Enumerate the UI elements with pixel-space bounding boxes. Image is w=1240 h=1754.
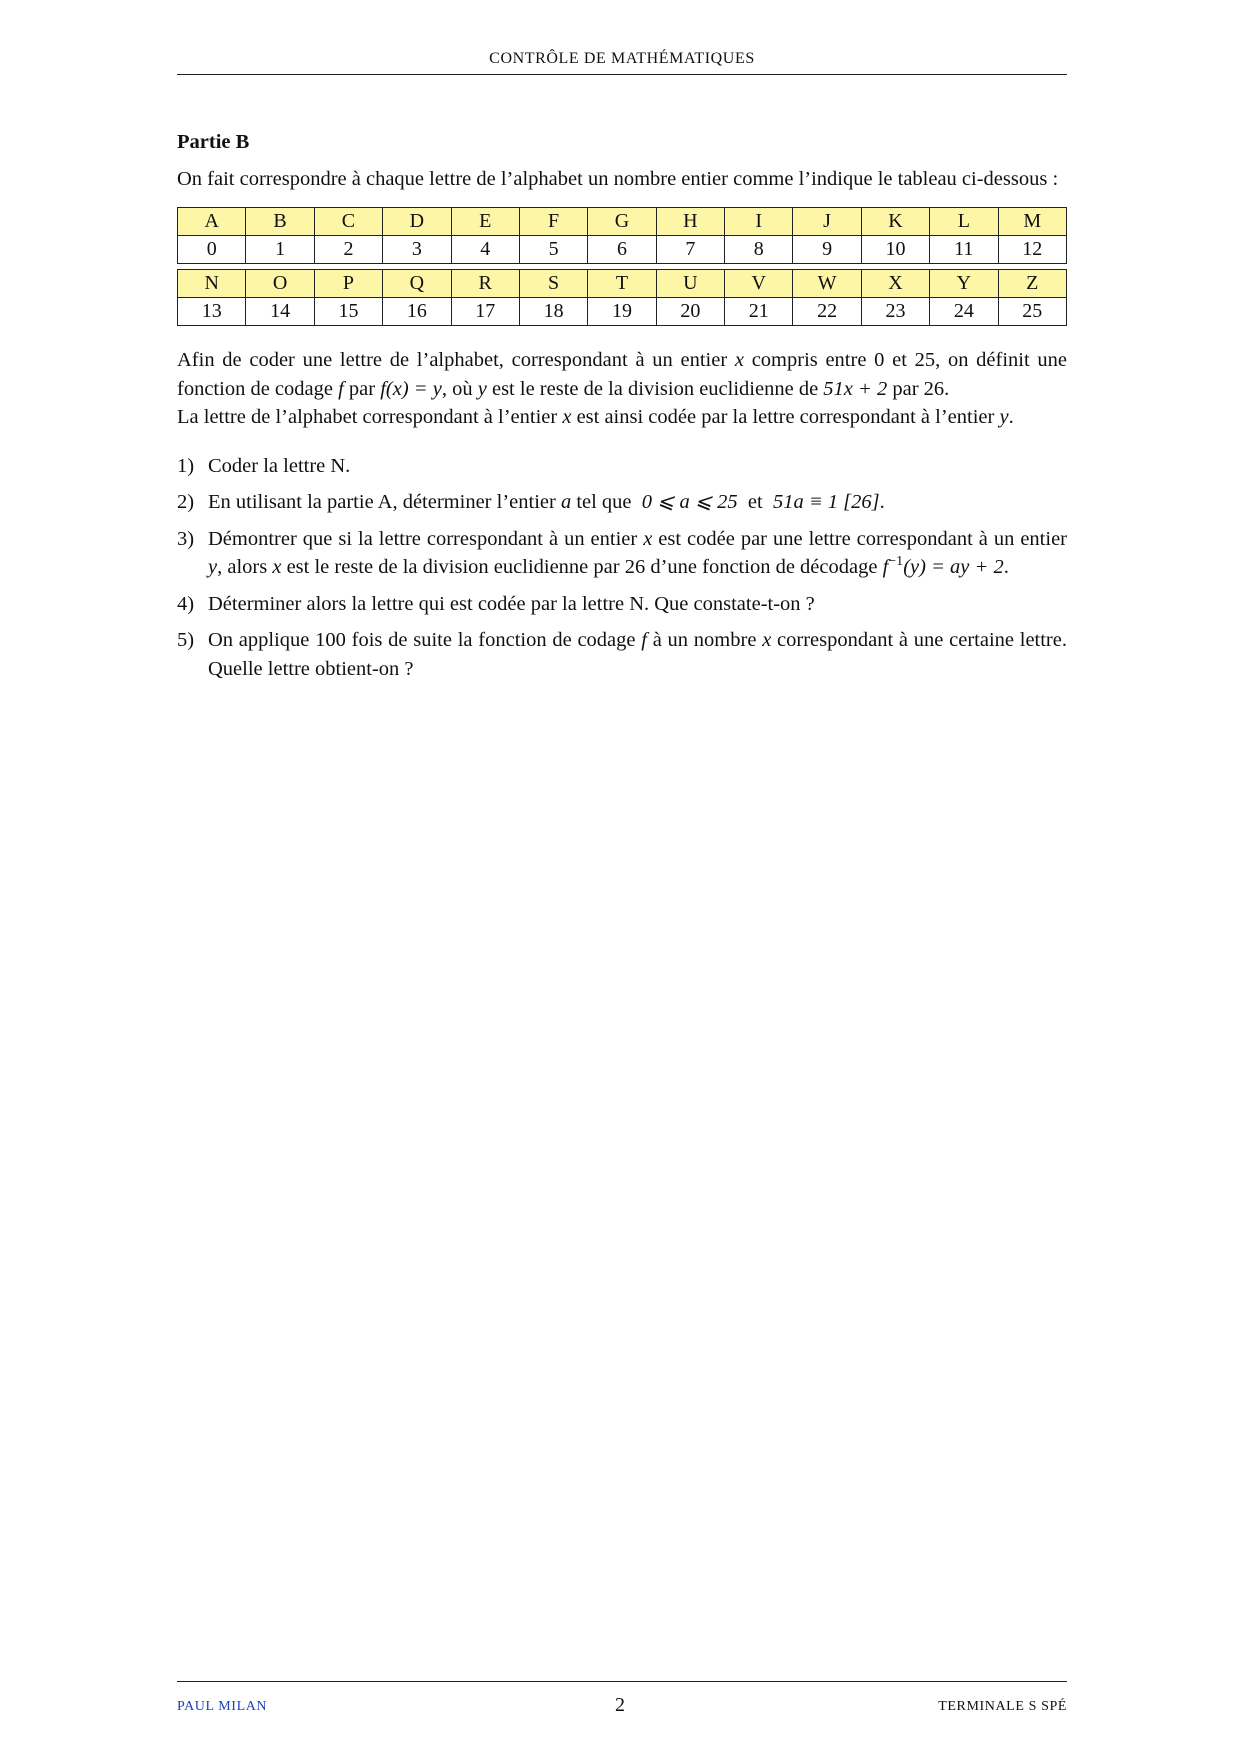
question-1: 1) Coder la lettre N. xyxy=(177,454,351,477)
letter-cell: B xyxy=(246,208,314,236)
footer-rule xyxy=(177,1681,1067,1682)
number-cell: 8 xyxy=(725,236,793,264)
letter-code-table-1 xyxy=(177,207,1067,264)
letter-cell: W xyxy=(793,270,861,298)
numbers-row-2 xyxy=(178,298,1067,326)
number-cell: 7 xyxy=(656,236,724,264)
letter-cell: K xyxy=(861,208,929,236)
number-cell: 15 xyxy=(314,298,382,326)
number-cell: 22 xyxy=(793,298,861,326)
page-number: 2 xyxy=(615,1694,625,1716)
letter-cell: S xyxy=(519,270,587,298)
number-cell: 3 xyxy=(383,236,451,264)
letter-cell: U xyxy=(656,270,724,298)
questions-list xyxy=(177,452,1067,684)
letter-cell: L xyxy=(930,208,998,236)
footer-author: PAUL MILAN xyxy=(177,1699,268,1714)
number-cell: 23 xyxy=(861,298,929,326)
letter-cell: T xyxy=(588,270,656,298)
question-3: 3) Démontrer que si la lettre correspondant à un entier x est codée par une lettre correspondant à un entier y, alors x est le reste de la division euclidienne par 26 d’une fonction de décodage $f^{-1}(y)$ = ay + 2. xyxy=(177,527,1067,578)
letter-cell: V xyxy=(725,270,793,298)
number-cell: 6 xyxy=(588,236,656,264)
number-cell: 1 xyxy=(246,236,314,264)
number-cell: 11 xyxy=(930,236,998,264)
intro-paragraph: On fait correspondre à chaque lettre de l’alphabet un nombre entier comme l’indique le tableau ci-dessous : xyxy=(177,167,1059,190)
number-cell: 0 xyxy=(178,236,246,264)
letter-cell: X xyxy=(861,270,929,298)
number-cell: 20 xyxy=(656,298,724,326)
letter-cell: D xyxy=(383,208,451,236)
number-cell: 17 xyxy=(451,298,519,326)
page-header: CONTRÔLE DE MATHÉMATIQUES xyxy=(489,50,755,67)
number-cell: 14 xyxy=(246,298,314,326)
number-cell: 24 xyxy=(930,298,998,326)
letter-cell: F xyxy=(519,208,587,236)
section-title: Partie B xyxy=(177,131,250,153)
number-cell: 12 xyxy=(998,236,1067,264)
main-content xyxy=(177,128,1067,691)
coding-definition-paragraph: Afin de coder une lettre de l’alphabet, correspondant à un entier x compris entre 0 et 25, on définit une fonction de codage f par f(x) = y, où y est le reste de la division euclidienne de 51x + 2 par 26. xyxy=(177,349,1068,400)
number-cell: 2 xyxy=(314,236,382,264)
letter-cell: M xyxy=(998,208,1067,236)
letter-cell: A xyxy=(178,208,246,236)
letter-cell: H xyxy=(656,208,724,236)
letter-cell: Z xyxy=(998,270,1067,298)
number-cell: 21 xyxy=(725,298,793,326)
letters-row-1 xyxy=(178,208,1067,236)
letters-row-2 xyxy=(178,270,1067,298)
question-4: 4) Déterminer alors la lettre qui est codée par la lettre N. Que constate-t-on ? xyxy=(177,592,815,615)
number-cell: 25 xyxy=(998,298,1067,326)
letter-cell: Q xyxy=(383,270,451,298)
number-cell: 16 xyxy=(383,298,451,326)
number-cell: 9 xyxy=(793,236,861,264)
letter-cell: J xyxy=(793,208,861,236)
number-cell: 19 xyxy=(588,298,656,326)
coding-explanation-paragraph: La lettre de l’alphabet correspondant à l’entier x est ainsi codée par la lettre correspondant à l’entier y. xyxy=(177,406,1014,428)
letter-cell: O xyxy=(246,270,314,298)
question-2: 2) En utilisant la partie A, déterminer l’entier a tel que 0 ⩽ a ⩽ 25 et 51a ≡ 1 [26]. xyxy=(177,491,885,513)
footer-class: TERMINALE S SPÉ xyxy=(938,1699,1067,1714)
letter-cell: Y xyxy=(930,270,998,298)
number-cell: 13 xyxy=(178,298,246,326)
letter-cell: C xyxy=(314,208,382,236)
letter-cell: G xyxy=(588,208,656,236)
letter-cell: R xyxy=(451,270,519,298)
number-cell: 18 xyxy=(519,298,587,326)
letter-cell: N xyxy=(178,270,246,298)
number-cell: 10 xyxy=(861,236,929,264)
letter-cell: I xyxy=(725,208,793,236)
letter-cell: E xyxy=(451,208,519,236)
number-cell: 5 xyxy=(519,236,587,264)
question-5: 5) On applique 100 fois de suite la fonction de codage f à un nombre x correspondant à une certaine lettre. Quelle lettre obtient-on ? xyxy=(177,629,1067,680)
number-cell: 4 xyxy=(451,236,519,264)
letter-cell: P xyxy=(314,270,382,298)
numbers-row-1 xyxy=(178,236,1067,264)
header-rule xyxy=(177,74,1067,75)
letter-code-table-2 xyxy=(177,269,1067,326)
